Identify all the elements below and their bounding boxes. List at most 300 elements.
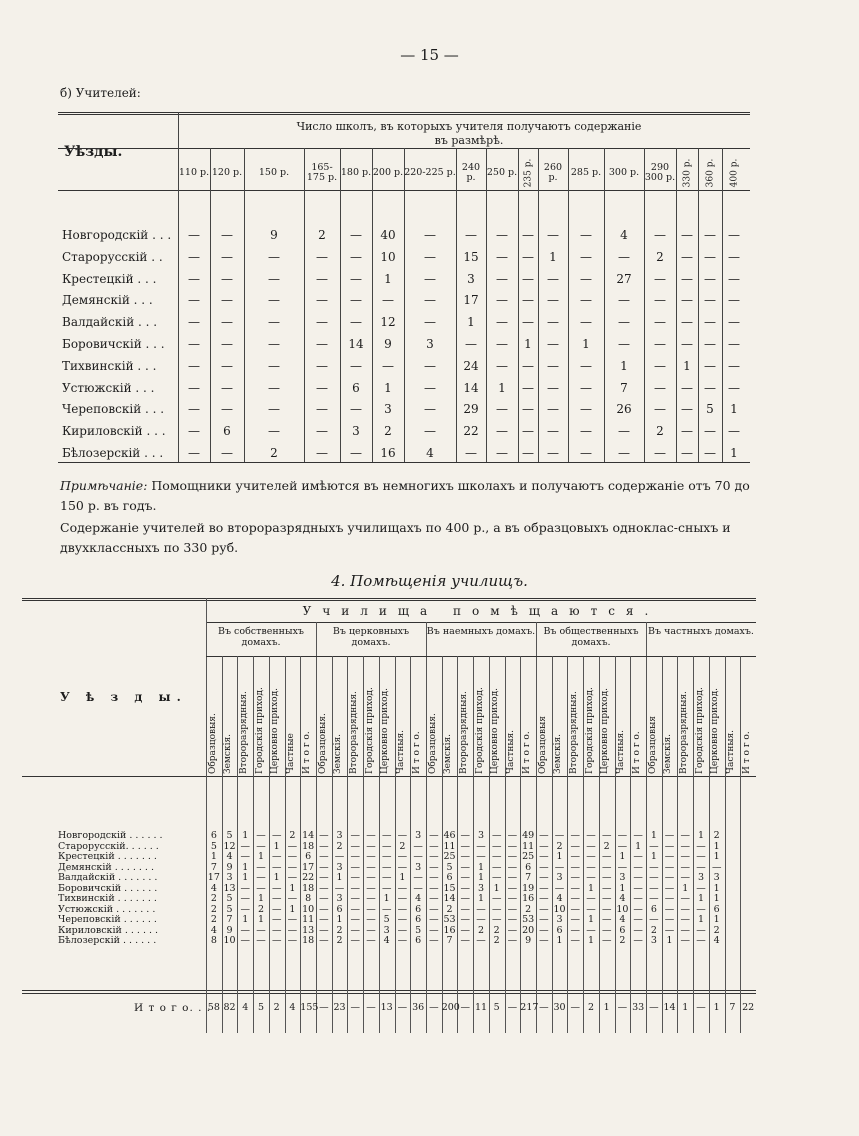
sub-header-label: Городскія приход.	[364, 687, 375, 774]
table-cell: —	[424, 380, 436, 395]
table-cell: 12	[223, 840, 236, 852]
table-cell: 7	[525, 872, 532, 883]
table-cell: —	[271, 935, 282, 946]
sub-header	[206, 658, 219, 778]
table-cell: 10	[380, 249, 396, 264]
table-cell: —	[366, 893, 376, 904]
table-cell: —	[633, 851, 643, 862]
sub-header-label: Второразрядныя.	[568, 691, 579, 774]
uezd-name: Кириловскій . . . . . .	[58, 924, 159, 936]
table-cell: —	[654, 271, 666, 286]
table-cell: 5	[226, 830, 233, 841]
teachers-salary-table	[58, 112, 750, 464]
table-cell: —	[522, 446, 534, 460]
table-cell: 6	[210, 830, 217, 841]
table-cell: —	[507, 851, 518, 862]
table-cell: 1	[336, 914, 343, 925]
table-cell: —	[460, 903, 471, 915]
table-cell: —	[696, 840, 706, 852]
total-cell: 1	[713, 1002, 720, 1013]
table-cell: —	[429, 893, 439, 904]
table-cell: —	[271, 882, 282, 894]
table-cell: 2	[656, 249, 664, 264]
table-cell: —	[350, 914, 361, 925]
col-header	[604, 160, 644, 186]
table-cell: —	[350, 924, 361, 936]
table-cell: 14	[302, 830, 315, 841]
sub-header-label: Образцовыя	[537, 716, 548, 774]
total-label: И т о г о. . .	[134, 1002, 212, 1014]
table-cell: —	[681, 402, 693, 417]
table-cell: 13	[223, 882, 236, 894]
table-cell: —	[728, 271, 740, 286]
table-cell: —	[570, 914, 581, 925]
table-cell: —	[491, 840, 502, 852]
table-cell: 4	[210, 924, 217, 936]
table-cell: 1	[683, 358, 691, 373]
table-cell: —	[649, 840, 659, 852]
table-cell: —	[680, 851, 691, 862]
table-cell: —	[221, 402, 233, 417]
table-cell: 4	[619, 914, 626, 925]
sub-header	[442, 658, 455, 778]
table-cell: —	[188, 228, 200, 242]
sub-header-label: Частные	[286, 733, 297, 774]
col-header-label: 200 р.	[372, 167, 404, 178]
table-cell: —	[429, 903, 439, 915]
table-cell: 9	[270, 228, 278, 242]
sub-header-label: Церковно приход.	[270, 688, 281, 774]
table-cell: —	[491, 872, 502, 883]
table-cell: 1	[477, 893, 485, 904]
table-cell: —	[547, 337, 559, 351]
col-header-label: 220-225 р.	[404, 167, 456, 178]
sub-header	[646, 658, 659, 778]
table-cell: 7	[446, 935, 453, 946]
table-cell: —	[696, 882, 706, 894]
table-cell: —	[633, 914, 643, 925]
table-cell: 2	[336, 924, 343, 936]
table-cell: —	[476, 851, 486, 862]
table-cell: 1	[697, 893, 705, 904]
table-cell: —	[547, 271, 559, 286]
table-cell: 1	[713, 851, 720, 862]
table-cell: —	[664, 861, 675, 873]
table-cell: —	[460, 935, 471, 946]
table-cell: —	[240, 935, 251, 946]
table-cell: —	[496, 337, 508, 351]
table-cell: 3	[650, 935, 657, 946]
table-cell: —	[240, 851, 251, 862]
col-header	[404, 160, 456, 186]
table-cell: 6	[619, 924, 626, 936]
table-cell: 7	[210, 861, 217, 873]
table-cell: —	[366, 872, 376, 883]
table-cell: —	[654, 315, 666, 330]
table-cell: 2	[525, 903, 532, 915]
table-cell: 3	[426, 337, 434, 351]
table-cell: —	[654, 446, 666, 460]
table-cell: —	[680, 861, 691, 873]
table-cell: —	[350, 893, 361, 904]
sub-header-label: Городскія приход.	[254, 687, 265, 774]
table-cell: 46	[443, 830, 456, 841]
table-cell: 10	[553, 903, 566, 915]
table-cell: —	[664, 924, 675, 936]
table-cell: —	[429, 851, 439, 862]
table-cell: —	[460, 893, 471, 904]
table-cell: —	[522, 402, 534, 417]
total-cell: 5	[493, 1002, 500, 1013]
sub-header-label: Церковно приход.	[710, 688, 721, 774]
total-cell: 2	[273, 1002, 280, 1013]
table-cell: 6	[713, 903, 720, 915]
table-cell: —	[424, 424, 436, 439]
table-cell: —	[366, 840, 376, 852]
table-cell: 1	[582, 337, 590, 351]
table-cell: 26	[616, 402, 632, 417]
table-cell: —	[633, 830, 643, 841]
table-cell: 1	[242, 872, 249, 883]
table-cell: —	[704, 358, 716, 373]
table-cell: 1	[498, 380, 506, 395]
sub-header-label: Городскія приход.	[474, 687, 485, 774]
table-cell: —	[570, 840, 581, 852]
table-cell: —	[397, 861, 408, 873]
total-cell: 4	[289, 1002, 296, 1013]
table-cell: —	[287, 851, 298, 862]
sub-header	[457, 658, 470, 778]
table-cell: —	[256, 924, 266, 936]
table-cell: —	[221, 337, 233, 351]
table-cell: 4	[383, 935, 390, 946]
table-cell: 2	[619, 935, 626, 946]
table-cell: —	[633, 935, 643, 946]
table-cell: —	[618, 424, 630, 439]
table-cell: —	[424, 315, 436, 330]
table-cell: —	[704, 424, 716, 439]
table-cell: —	[350, 446, 362, 460]
sub-header-label: Земскія.	[333, 733, 344, 774]
sub-header-label: И т о г о.	[521, 731, 532, 774]
table-cell: 5	[226, 893, 233, 904]
table-cell: —	[586, 830, 596, 841]
table-cell: 16	[522, 893, 535, 904]
table-cell: 3	[415, 830, 422, 841]
table-cell: —	[188, 271, 200, 286]
total-cell: —	[397, 1002, 408, 1013]
table-cell: —	[601, 830, 612, 841]
table-cell: —	[539, 851, 549, 862]
table-cell: —	[316, 249, 328, 264]
table-cell: —	[728, 337, 740, 351]
table-cell: 2	[493, 924, 500, 936]
table-cell: —	[539, 914, 549, 925]
table-cell: —	[649, 872, 659, 883]
table-cell: —	[319, 914, 329, 925]
sub-header-label: Церковно приход.	[380, 688, 391, 774]
table-cell: 2	[650, 924, 657, 936]
table-cell: —	[580, 315, 592, 330]
table-cell: —	[681, 293, 693, 308]
table-cell: —	[424, 402, 436, 417]
table-cell: 2	[493, 935, 500, 946]
table-cell: —	[681, 228, 693, 242]
table-cell: 9	[525, 935, 532, 946]
table-cell: —	[316, 271, 328, 286]
table-cell: —	[522, 315, 534, 330]
uezd-name: Старорусскій . .	[62, 249, 163, 264]
sub-header-label: Второразрядныя.	[348, 691, 359, 774]
uezdy-header-2: У ѣ з д ы.	[60, 690, 187, 704]
table-cell: —	[268, 402, 280, 417]
table-cell: 4	[619, 893, 626, 904]
table-cell: 2	[446, 903, 453, 915]
table-cell: —	[496, 402, 508, 417]
table-cell: —	[496, 293, 508, 308]
table-cell: —	[704, 380, 716, 395]
table-cell: —	[728, 424, 740, 439]
table-cell: —	[704, 228, 716, 242]
table-cell: —	[316, 424, 328, 439]
table-cell: —	[704, 293, 716, 308]
col-header	[340, 160, 372, 186]
table-cell: 2	[318, 228, 326, 242]
table-cell: 17	[207, 872, 220, 883]
table-cell: —	[476, 903, 486, 915]
table-cell: —	[476, 840, 486, 852]
table-cell: —	[188, 293, 200, 308]
table-cell: —	[319, 851, 329, 862]
table-cell: —	[586, 872, 596, 883]
table-cell: —	[221, 228, 233, 242]
table-cell: —	[696, 861, 706, 873]
table-cell: 1	[210, 851, 217, 862]
table-cell: 2	[210, 914, 217, 925]
total-cell: —	[350, 1002, 361, 1013]
table-cell: 1	[273, 840, 280, 852]
table-cell: 1	[713, 914, 720, 925]
table-cell: —	[271, 924, 282, 936]
table-cell: —	[601, 914, 612, 925]
sub-header	[222, 658, 235, 778]
table-cell: —	[539, 893, 549, 904]
sub-header-label: Земскія.	[223, 733, 234, 774]
table-cell: —	[617, 861, 628, 873]
sub-header	[300, 658, 313, 778]
sub-header	[725, 658, 738, 778]
col-header	[486, 160, 518, 186]
table-cell: —	[654, 402, 666, 417]
table-cell: —	[570, 872, 581, 883]
table-cell: —	[507, 882, 518, 894]
table-cell: —	[601, 872, 612, 883]
table-cell: —	[366, 861, 376, 873]
table-cell: 5	[446, 861, 453, 873]
table-cell: —	[664, 840, 675, 852]
table-cell: —	[460, 840, 471, 852]
table-cell: —	[319, 882, 329, 894]
table-cell: 4	[210, 882, 217, 894]
table-cell: —	[539, 935, 549, 946]
table-cell: 15	[443, 882, 456, 894]
table-cell: 3	[226, 872, 233, 883]
sub-header	[473, 658, 486, 778]
table-cell: —	[580, 358, 592, 373]
sub-header	[489, 658, 502, 778]
table-cell: —	[413, 840, 423, 852]
table-cell: —	[397, 893, 408, 904]
table-cell: —	[413, 882, 423, 894]
col-header	[518, 160, 538, 186]
table-cell: 22	[463, 424, 479, 439]
table-cell: —	[539, 872, 549, 883]
table-cell: —	[649, 861, 659, 873]
table-cell: —	[350, 271, 362, 286]
table-cell: —	[397, 851, 408, 862]
table-cell: 2	[336, 840, 343, 852]
table-cell: —	[316, 358, 328, 373]
table-cell: —	[728, 293, 740, 308]
sub-header	[269, 658, 282, 778]
table-cell: —	[680, 914, 691, 925]
table-cell: —	[681, 446, 693, 460]
table-cell: —	[381, 903, 392, 915]
uezd-name: Демянскій . . . . . . .	[58, 861, 154, 873]
table-cell: —	[539, 882, 549, 894]
table-cell: —	[350, 249, 362, 264]
table-cell: —	[366, 851, 376, 862]
table-cell: —	[554, 861, 565, 873]
col-header-label: 330 р.	[682, 158, 693, 188]
sub-header	[709, 658, 722, 778]
uezd-name: Кириловскій . . .	[62, 424, 166, 439]
sub-header	[599, 658, 612, 778]
table-cell: —	[240, 924, 251, 936]
total-cell: —	[649, 1002, 659, 1013]
table-cell: —	[381, 830, 392, 841]
table-cell: 1	[477, 872, 485, 883]
table-cell: 7	[620, 380, 628, 395]
sub-header-label: Городскія приход.	[584, 687, 595, 774]
table-cell: —	[654, 380, 666, 395]
table-cell: —	[554, 882, 565, 894]
sub-header-label: Второразрядныя.	[458, 691, 469, 774]
table-cell: 3	[713, 872, 720, 883]
table-cell: —	[240, 882, 251, 894]
total-cell: 36	[412, 1002, 425, 1013]
table-cell: —	[319, 872, 329, 883]
table-cell: —	[188, 380, 200, 395]
table-cell: 10	[616, 903, 629, 915]
table-cell: 11	[443, 840, 456, 852]
table-cell: 27	[616, 271, 632, 286]
table-cell: 3	[336, 861, 343, 873]
table-cell: —	[460, 872, 471, 883]
table-cell: —	[649, 893, 659, 904]
table-cell: 13	[302, 924, 315, 936]
table-cell: —	[580, 446, 592, 460]
table-cell: 9	[226, 861, 233, 873]
sub-header-label: Частныя.	[396, 729, 407, 774]
table-cell: 6	[446, 872, 453, 883]
total-cell: 200	[441, 1002, 460, 1013]
table-cell: —	[221, 315, 233, 330]
table-cell: —	[350, 851, 361, 862]
table-cell: 20	[522, 924, 535, 936]
sub-header-label: Образцовыя.	[317, 713, 328, 774]
table-cell: —	[413, 872, 423, 883]
table-cell: —	[522, 249, 534, 264]
table-cell: —	[681, 271, 693, 286]
col-header	[644, 160, 676, 186]
table-cell: 1	[682, 882, 689, 894]
col-header	[304, 160, 340, 186]
table-cell: 1	[650, 830, 657, 841]
table-cell: 6	[223, 424, 231, 439]
total-cell: 82	[223, 1002, 236, 1013]
table-cell: —	[256, 935, 266, 946]
total-cell: —	[696, 1002, 706, 1013]
sub-header-label: Частныя.	[726, 729, 737, 774]
t2-top-rule-2	[22, 600, 756, 601]
sub-header	[253, 658, 266, 778]
sub-header-label: Земскія.	[663, 733, 674, 774]
table-cell: —	[696, 924, 706, 936]
table-cell: —	[476, 914, 486, 925]
t1-rule	[58, 112, 750, 113]
table-cell: —	[240, 903, 251, 915]
table-cell: 1	[289, 882, 296, 894]
table-cell: 17	[463, 293, 479, 308]
table-cell: 1	[713, 840, 720, 852]
table-cell: 2	[210, 893, 217, 904]
sub-header-label: Церковно приход.	[490, 688, 501, 774]
table-cell: —	[460, 830, 471, 841]
table-cell: —	[429, 872, 439, 883]
table-cell: —	[460, 851, 471, 862]
sub-header	[379, 658, 392, 778]
table-cell: —	[429, 840, 439, 852]
sub-header-label: Частныя.	[616, 729, 627, 774]
table-cell: —	[680, 872, 691, 883]
table-cell: —	[601, 903, 612, 915]
table-cell: —	[397, 882, 408, 894]
table-cell: 6	[336, 903, 343, 915]
table-cell: —	[429, 914, 439, 925]
table-cell: —	[350, 903, 361, 915]
table-cell: —	[334, 882, 345, 894]
table-cell: —	[539, 924, 549, 936]
table-cell: 6	[415, 914, 422, 925]
sub-header-label: Церковно приход.	[600, 688, 611, 774]
table-cell: —	[547, 228, 559, 242]
table-cell: —	[366, 882, 376, 894]
table-cell: —	[681, 249, 693, 264]
table-cell: 1	[384, 380, 392, 395]
table-cell: —	[476, 935, 486, 946]
table-cell: 25	[443, 851, 456, 862]
table-cell: —	[618, 315, 630, 330]
table-cell: —	[496, 358, 508, 373]
table-cell: —	[507, 924, 518, 936]
col-header	[538, 160, 568, 186]
table-cell: —	[221, 293, 233, 308]
table-cell: —	[547, 424, 559, 439]
table-cell: —	[507, 903, 518, 915]
table-cell: —	[366, 830, 376, 841]
total-cell: —	[507, 1002, 518, 1013]
